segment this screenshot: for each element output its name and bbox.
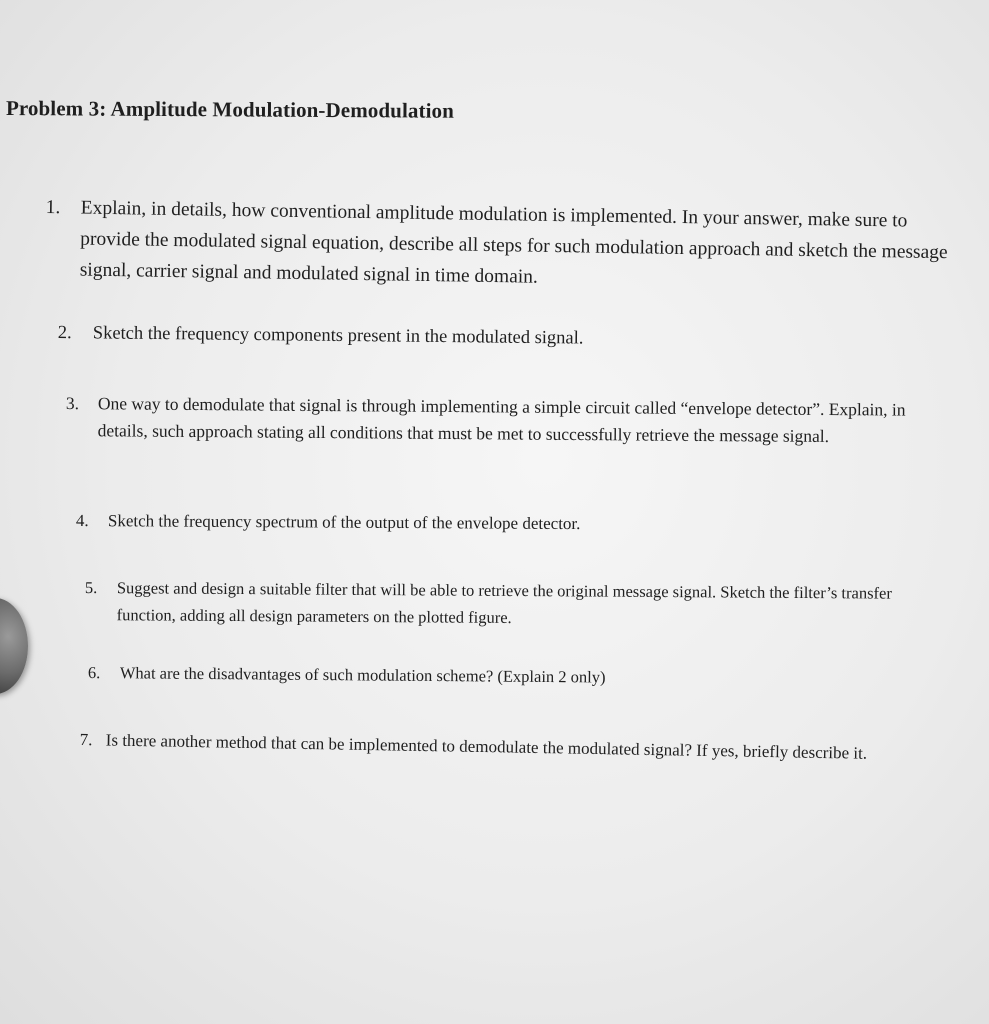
question-3 xyxy=(66,390,941,451)
question-text: One way to demodulate that signal is through implementing a simple circuit called “envelope detector”. Explain, in details, such approach stating all conditions that must be met to successfully retrieve the message signal. xyxy=(97,393,906,446)
thumb-shadow xyxy=(0,598,28,694)
question-text: Is there another method that can be implemented to demodulate the modulated signal? If yes, briefly describe it. xyxy=(105,730,868,763)
question-1 xyxy=(45,192,951,299)
question-text: Sketch the frequency spectrum of the output of the envelope detector. xyxy=(107,511,581,534)
question-number: 3. xyxy=(65,392,80,414)
question-number: 6. xyxy=(87,662,101,683)
question-number: 7. xyxy=(79,729,93,750)
question-text: Explain, in details, how conventional amplitude modulation is implemented. In your answer, make sure to provide the modulated signal equation, describe all steps for such modulation approach and sketch the message signal, carrier signal and modulated signal in time domain. xyxy=(79,197,948,288)
question-6 xyxy=(88,657,928,695)
question-2 xyxy=(58,318,938,358)
question-number: 5. xyxy=(84,577,98,598)
problem-title: Problem 3: Amplitude Modulation-Demodulation xyxy=(5,96,455,123)
question-text: Suggest and design a suitable filter that will be able to retrieve the original message signal. Sketch the filter’s transfer function, adding all design parameters on the plotted figure. xyxy=(116,578,892,627)
question-number: 1. xyxy=(45,196,61,219)
question-4 xyxy=(76,505,936,541)
question-text: What are the disadvantages of such modulation scheme? (Explain 2 only) xyxy=(119,663,606,687)
question-number: 2. xyxy=(57,322,72,344)
question-5 xyxy=(85,574,935,634)
question-text: Sketch the frequency components present in the modulated signal. xyxy=(92,323,584,349)
question-number: 4. xyxy=(75,510,89,531)
question-7 xyxy=(80,726,940,769)
